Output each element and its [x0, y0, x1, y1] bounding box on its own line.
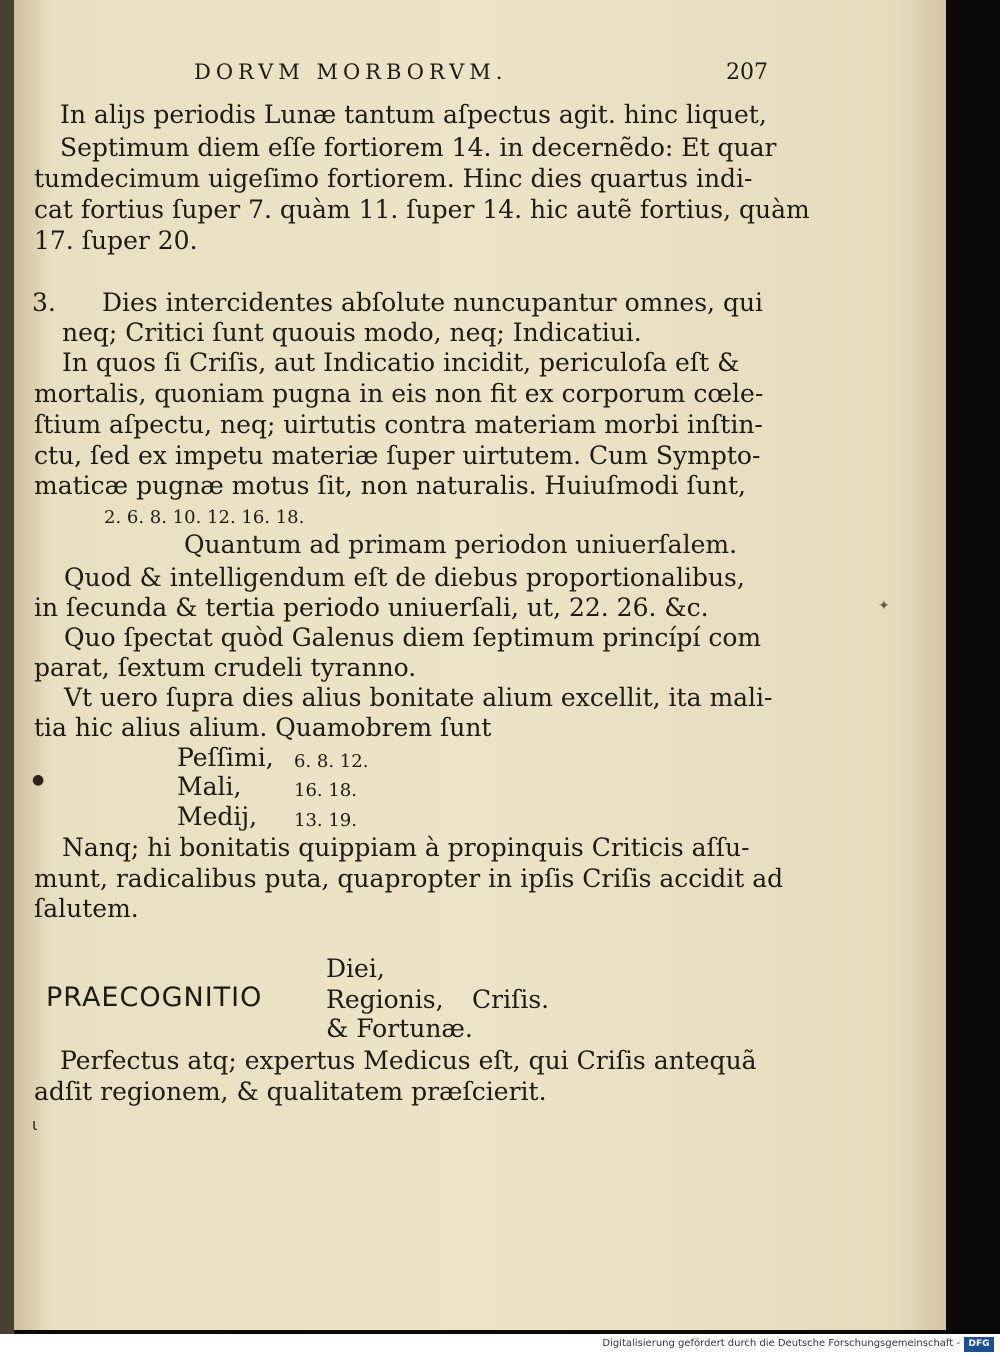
ink-spot: ● [32, 772, 45, 788]
praecognitio-heading: PRAECOGNITIO [46, 982, 263, 1013]
text-line: neq; Critici ſunt quouis modo, neq; Indicatiui. [62, 318, 642, 347]
centered-line: Quantum ad primam periodon uniuerſalem. [184, 530, 738, 559]
page-number: 207 [726, 60, 768, 85]
text-line: 17. ſuper 20. [34, 226, 198, 255]
text-line: Perfectus atq; expertus Medicus eſt, qui Criſis antequã [60, 1046, 757, 1075]
text-line: adſit regionem, & qualitatem præſcierit. [34, 1077, 547, 1106]
text-line: tia hic alius alium. Quamobrem ſunt [34, 713, 492, 742]
days-list: 2. 6. 8. 10. 12. 16. 18. [104, 507, 305, 528]
text-line: in ſecunda & tertia periodo uniuerſali, ut, 22. 26. &c. [34, 593, 709, 622]
dfg-logo: DFG [964, 1337, 994, 1352]
footer-credit: Digitalisierung gefördert durch die Deutsche Forschungsgemeinschaft - [602, 1338, 960, 1349]
category-days: 13. 19. [294, 810, 357, 831]
text-line: ſtium aſpectu, neq; uirtutis contra materiam morbi inſtin- [34, 410, 763, 439]
text-line: cat fortius ſuper 7. quàm 11. ſuper 14. hic autẽ fortius, quàm [34, 195, 810, 224]
praecognitio-item: Regionis, [326, 985, 444, 1014]
praecognitio-item: & Fortunæ. [326, 1014, 473, 1043]
section-number: 3. [32, 288, 56, 317]
category-label: Peſſimi, [177, 743, 274, 772]
category-days: 16. 18. [294, 780, 357, 801]
footer-bar [0, 1334, 1000, 1357]
text-line: munt, radicalibus puta, quapropter in ipſis Criſis accidit ad [34, 864, 784, 893]
text-line: Dies intercidentes abſolute nuncupantur omnes, qui [102, 288, 764, 317]
book-spine [0, 0, 14, 1334]
category-label: Medij, [177, 802, 258, 831]
ink-mark: ɩ [32, 1115, 38, 1134]
text-line: In quos ſi Criſis, aut Indicatio incidit, periculoſa eſt & [62, 348, 740, 377]
category-days: 6. 8. 12. [294, 751, 369, 772]
text-line: Vt uero ſupra dies alius bonitate alium excellit, ita mali- [64, 683, 773, 712]
text-line: Nanq; hi bonitatis quippiam à propinquis Criticis aſſu- [62, 833, 750, 862]
praecognitio-item: Diei, [326, 954, 385, 983]
text-line: maticæ pugnæ motus ſit, non naturalis. Huiuſmodi ſunt, [34, 471, 746, 500]
text-line: parat, ſextum crudeli tyranno. [34, 653, 417, 682]
praecognitio-crisis: Criſis. [472, 985, 550, 1014]
text-line: ctu, ſed ex impetu materiæ ſuper uirtutem. Cum Sympto- [34, 441, 761, 470]
text-line: Quo ſpectat quòd Galenus diem ſeptimum princípí com [64, 623, 762, 652]
text-line: Septimum diem eſſe fortiorem 14. in decernẽdo: Et quar [60, 133, 777, 162]
text-line: In aliȷs periodis Lunæ tantum aſpectus agit. hinc liquet, [60, 100, 767, 129]
text-line: ſalutem. [34, 894, 139, 923]
running-head: DORVM MORBORVM. [194, 60, 508, 84]
text-line: Quod & intelligendum eſt de diebus proportionalibus, [64, 563, 745, 592]
category-label: Mali, [177, 772, 242, 801]
book-page [14, 0, 946, 1330]
ink-mark: ✦ [878, 598, 890, 614]
text-line: mortalis, quoniam pugna in eis non fit ex corporum cœle- [34, 379, 764, 408]
text-line: tumdecimum uigeſimo fortiorem. Hinc dies quartus indi- [34, 164, 753, 193]
